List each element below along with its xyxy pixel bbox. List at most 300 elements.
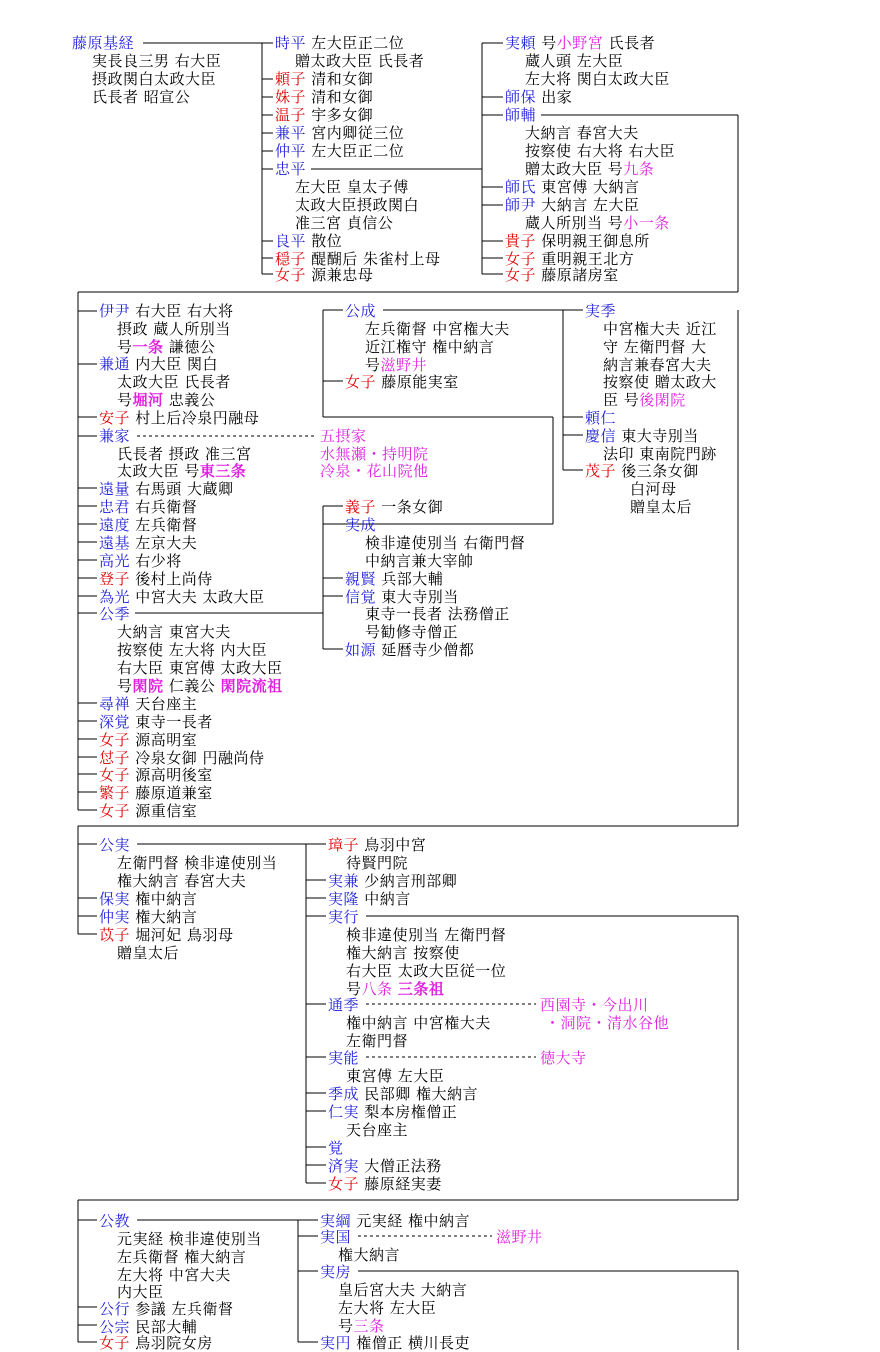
family-branch-label: 一条 (132, 338, 164, 356)
person-name: 仲実 (99, 908, 131, 926)
entry-line (320, 427, 367, 445)
entry-line (99, 498, 197, 516)
entry-text: 東寺一長者 法務僧正 (365, 605, 510, 623)
entry-line (275, 88, 373, 106)
entry-line (99, 480, 234, 498)
entry-line (117, 462, 246, 480)
entry-text: 白河母 (630, 480, 677, 498)
person-name: 如源 (345, 641, 377, 659)
entry-line (117, 872, 246, 890)
entry-line (117, 659, 283, 677)
entry-line (346, 926, 506, 944)
entry-line (365, 320, 510, 338)
entry-text: 天台座主 (346, 1121, 409, 1139)
family-branch-label: 小一条 (623, 214, 670, 232)
entry-text: 兵部大輔 (376, 570, 444, 588)
entry-line (525, 214, 670, 232)
entry-text: 左大将 左大臣 (338, 1299, 437, 1317)
entry-line (99, 926, 234, 944)
entry-text: 権中納言 中宮権大夫 (346, 1014, 491, 1032)
person-name: 師尹 (505, 196, 537, 214)
entry-line (92, 88, 190, 106)
person-name: 高光 (99, 552, 131, 570)
entry-text: 号 (365, 356, 381, 374)
person-name: 登子 (99, 570, 131, 588)
person-name: 済実 (328, 1157, 360, 1175)
entry-text: 按察使 左大将 内大臣 (117, 641, 268, 659)
entry-text: 太政大臣摂政関白 (295, 196, 420, 214)
entry-line (525, 52, 623, 70)
entry-line (585, 427, 699, 445)
entry-text: 藤原能実室 (376, 373, 459, 391)
entry-line (328, 1175, 442, 1193)
entry-line (92, 52, 221, 70)
entry-line (365, 338, 494, 356)
entry-line (99, 713, 213, 731)
entry-text: 保明親王御息所 (536, 232, 650, 250)
entry-text: 右大臣 東宮傅 太政大臣 (117, 659, 283, 677)
person-name: 頼仁 (585, 409, 617, 427)
family-branch-label: 九条 (623, 160, 655, 178)
entry-text: 守 左衛門督 大 (603, 338, 707, 356)
entry-text: 右大臣 太政大臣従一位 (346, 962, 507, 980)
entry-line (117, 854, 277, 872)
family-branch-label: 後閑院 (639, 391, 686, 409)
entry-line (117, 391, 215, 409)
entry-line (328, 1085, 478, 1103)
entry-text: 権大納言 春宮大夫 (117, 872, 247, 890)
entry-line (99, 302, 234, 320)
person-name: 遠度 (99, 516, 131, 534)
entry-text: 東寺一長者 (130, 713, 213, 731)
entry-line (117, 373, 231, 391)
entry-text: 蔵人所別当 号 (525, 214, 624, 232)
person-name: 忠君 (99, 498, 131, 516)
person-name: 良平 (275, 232, 307, 250)
entry-text: 東宮傅 左大臣 (346, 1067, 445, 1085)
entry-line (345, 516, 376, 534)
entry-text: 太政大臣 号 (117, 462, 200, 480)
entry-text: 堀河妃 鳥羽母 (130, 926, 234, 944)
entry-line (117, 641, 267, 659)
entry-line (295, 196, 419, 214)
entry-text: 藤原道兼室 (130, 784, 213, 802)
person-name: 公宗 (99, 1318, 131, 1336)
entry-line (603, 356, 712, 374)
person-name: 実頼 (505, 34, 537, 52)
person-name: 璋子 (328, 836, 360, 854)
entry-line (603, 373, 717, 391)
person-name: 穏子 (275, 250, 307, 268)
entry-text: 醍醐后 朱雀村上母 (306, 250, 441, 268)
entry-text: 冷泉女御 円融尚侍 (130, 749, 265, 767)
person-name: 公行 (99, 1300, 131, 1318)
person-name: 公教 (99, 1212, 131, 1230)
entry-line (328, 836, 426, 854)
entry-line (585, 462, 699, 480)
entry-line (540, 996, 649, 1014)
entry-text: 鳥羽中宮 (359, 836, 427, 854)
entry-line (630, 498, 692, 516)
entry-line (345, 302, 376, 320)
entry-line (346, 854, 408, 872)
person-name: 繁子 (99, 784, 131, 802)
person-name: 保実 (99, 890, 131, 908)
entry-line (346, 980, 444, 998)
entry-text: 左大臣正二位 (306, 34, 405, 52)
entry-line (525, 124, 639, 142)
person-name: 女子 (99, 766, 131, 784)
entry-line (328, 1157, 442, 1175)
entry-line (99, 731, 197, 749)
person-name: 信覚 (345, 588, 377, 606)
person-name: 公季 (99, 605, 131, 623)
entry-text: 左大臣正二位 (306, 142, 405, 160)
person-name: 実円 (320, 1334, 352, 1352)
person-name: 女子 (345, 373, 377, 391)
entry-line (99, 749, 265, 767)
entry-text: 准三宮 貞信公 (295, 214, 394, 232)
family-branch-label: 閑院流祖 (220, 677, 283, 695)
entry-line (295, 52, 424, 70)
entry-text: 源高明後室 (130, 766, 213, 784)
entry-text: 右兵衛督 (130, 498, 198, 516)
family-branch-label: 西園寺・今出川 (540, 996, 649, 1014)
entry-text: 右大臣 右大将 (130, 302, 234, 320)
entry-line (275, 232, 342, 250)
entry-line (275, 106, 373, 124)
entry-line (505, 232, 650, 250)
entry-line (99, 534, 197, 552)
entry-text: 待賢門院 (346, 854, 409, 872)
entry-line (328, 1103, 457, 1121)
entry-text: 左衛門督 (346, 1032, 409, 1050)
person-name: 藤原基経 (72, 34, 135, 52)
person-name: 女子 (99, 731, 131, 749)
entry-line (328, 872, 457, 890)
person-name: 怤子 (99, 749, 131, 767)
entry-line (525, 160, 654, 178)
person-name: 季成 (328, 1085, 360, 1103)
entry-line (525, 142, 675, 160)
person-name: 仲平 (275, 142, 307, 160)
entry-line (365, 534, 525, 552)
entry-text: 権大納言 按察使 (346, 944, 460, 962)
entry-line (505, 266, 619, 284)
person-name: 深覚 (99, 713, 131, 731)
entry-line (295, 214, 393, 232)
entry-text: 検非違使別当 右衛門督 (365, 534, 526, 552)
entry-line (525, 70, 670, 88)
entry-text: 源重信室 (130, 802, 198, 820)
entry-text: 仁義公 (163, 677, 221, 695)
person-name: 親賢 (345, 570, 377, 588)
entry-text: 宮内卿従三位 (306, 124, 405, 142)
person-name: 尋禅 (99, 695, 131, 713)
entry-text: 宇多女御 (306, 106, 374, 124)
entry-line (630, 480, 677, 498)
entry-line (99, 784, 213, 802)
entry-text: 摂政 蔵人所別当 (117, 320, 231, 338)
entry-line (345, 498, 443, 516)
person-name: 慶信 (585, 427, 617, 445)
person-name: 実国 (320, 1228, 352, 1246)
person-name: 女子 (99, 802, 131, 820)
entry-line (603, 320, 717, 338)
entry-line (320, 1228, 351, 1246)
entry-line (275, 124, 404, 142)
entry-text: 実長良三男 右大臣 (92, 52, 222, 70)
entry-line (99, 588, 265, 606)
family-branch-label: 小野宮 (556, 34, 604, 52)
entry-text: 元実経 検非違使別当 (117, 1230, 262, 1248)
entry-text: 梨本房権僧正 (359, 1103, 458, 1121)
person-name: 実隆 (328, 890, 360, 908)
entry-text: 贈皇太后 (117, 944, 180, 962)
entry-text: 権大納言 (338, 1246, 401, 1264)
entry-text: 蔵人頭 左大臣 (525, 52, 624, 70)
entry-line (72, 34, 134, 52)
person-name: 公実 (99, 836, 131, 854)
entry-text: 号 (117, 677, 133, 695)
entry-line (320, 1334, 470, 1352)
entry-line (99, 836, 130, 854)
person-name: 実行 (328, 908, 360, 926)
entry-text: 贈太政大臣 氏長者 (295, 52, 425, 70)
family-branch-label: 徳大寺 (540, 1049, 587, 1067)
entry-line (99, 1300, 234, 1318)
family-branch-label: 五摂家 (320, 427, 367, 445)
entry-text: 大納言 春宮大夫 (525, 124, 639, 142)
entry-line (540, 1049, 587, 1067)
entry-line (338, 1246, 400, 1264)
family-branch-label: 滋野井 (380, 356, 428, 374)
person-name: 女子 (505, 250, 537, 268)
entry-line (99, 570, 213, 588)
entry-line (346, 1032, 408, 1050)
entry-text: 左京大夫 (130, 534, 198, 552)
person-name: 女子 (505, 266, 537, 284)
entry-line (92, 70, 216, 88)
entry-text: 一条女御 (376, 498, 444, 516)
entry-line (496, 1228, 543, 1246)
entry-text: 左大臣 皇太子傅 (295, 178, 409, 196)
entry-text: 号勧修寺僧正 (365, 623, 459, 641)
entry-text: 法印 東南院門跡 (603, 445, 717, 463)
entry-text: 検非違使別当 左衛門督 (346, 926, 507, 944)
entry-text: 号 (117, 391, 133, 409)
entry-text: 号 (536, 34, 557, 52)
entry-text: 右馬頭 大蔵卿 (130, 480, 234, 498)
entry-line (345, 641, 474, 659)
entry-line (117, 677, 283, 695)
person-name: 師保 (505, 88, 537, 106)
entry-line (345, 588, 459, 606)
entry-text: 東宮傅 大納言 (536, 178, 640, 196)
entry-line (320, 1263, 351, 1281)
entry-text: 贈太政大臣 号 (525, 160, 624, 178)
entry-line (117, 623, 231, 641)
person-name: 実房 (320, 1263, 352, 1281)
entry-text: 民部卿 権大納言 (359, 1085, 479, 1103)
entry-line (328, 996, 359, 1014)
entry-text: 東大寺別当 (616, 427, 699, 445)
entry-text: 藤原諸房室 (536, 266, 619, 284)
entry-line (117, 1283, 164, 1301)
person-name: 師氏 (505, 178, 537, 196)
entry-line (99, 766, 213, 784)
person-name: 仁実 (328, 1103, 360, 1121)
entry-text: 中宮権大夫 近江 (603, 320, 717, 338)
entry-text: 近江権守 権中納言 (365, 338, 495, 356)
family-branch-label: 三条 (353, 1317, 385, 1335)
entry-text: 藤原経実妻 (359, 1175, 442, 1193)
person-name: 遠基 (99, 534, 131, 552)
person-name: 遠量 (99, 480, 131, 498)
entry-line (99, 427, 130, 445)
person-name: 義子 (345, 498, 377, 516)
entry-line (505, 34, 655, 52)
person-name: 師輔 (505, 106, 537, 124)
entry-line (365, 552, 474, 570)
entry-line (117, 1266, 231, 1284)
entry-line (505, 178, 640, 196)
entry-line (346, 944, 460, 962)
entry-text: 大僧正法務 (359, 1157, 442, 1175)
entry-text: 権中納言 (130, 890, 198, 908)
entry-text: 太政大臣 氏長者 (117, 373, 231, 391)
entry-line (99, 355, 218, 373)
entry-text: 左大将 関白太政大臣 (525, 70, 670, 88)
entry-line (345, 570, 443, 588)
entry-text: 後村上尚侍 (130, 570, 213, 588)
person-name: 女子 (275, 266, 307, 284)
entry-text: 中納言兼大宰帥 (365, 552, 474, 570)
entry-line (505, 106, 536, 124)
person-name: 公成 (345, 302, 377, 320)
person-name: 安子 (99, 409, 131, 427)
entry-line (99, 695, 197, 713)
entry-line (346, 962, 506, 980)
entry-line (99, 890, 197, 908)
entry-text: 重明親王北方 (536, 250, 635, 268)
entry-line (117, 1248, 246, 1266)
entry-line (99, 802, 197, 820)
person-name: 兼家 (99, 427, 131, 445)
entry-text: 天台座主 (130, 695, 198, 713)
entry-text: 源兼忠母 (306, 266, 374, 284)
entry-line (365, 605, 510, 623)
person-name: 実季 (585, 302, 617, 320)
entry-text: 左大将 中宮大夫 (117, 1266, 231, 1284)
person-name: 女子 (99, 1334, 131, 1352)
family-branch-label: 堀河 (132, 391, 164, 409)
entry-text: 氏長者 (603, 34, 656, 52)
person-name: 茂子 (585, 462, 617, 480)
family-branch-label: 閑院 (132, 677, 164, 695)
entry-line (117, 338, 215, 356)
entry-line (117, 944, 179, 962)
entry-line (320, 445, 429, 463)
entry-line (603, 445, 717, 463)
person-name: 覚 (328, 1139, 344, 1157)
entry-line (328, 1139, 344, 1157)
entry-text: 号 (117, 338, 133, 356)
entry-text: 氏長者 昭宣公 (92, 88, 191, 106)
entry-text: 按察使 贈太政大 (603, 373, 717, 391)
entry-text: 鳥羽院女房 (130, 1334, 213, 1352)
entry-text: 大納言 左大臣 (536, 196, 640, 214)
entry-line (505, 196, 640, 214)
entry-line (346, 1067, 444, 1085)
entry-line (99, 1334, 213, 1352)
entry-text: 中納言 (359, 890, 411, 908)
entry-text: 中宮大夫 太政大臣 (130, 588, 265, 606)
family-branch-label: ・洞院・清水谷他 (545, 1014, 670, 1032)
entry-line (99, 552, 182, 570)
person-name: 実能 (328, 1049, 360, 1067)
entry-text: 権僧正 横川長吏 (351, 1334, 471, 1352)
entry-text: 権大納言 (130, 908, 198, 926)
entry-text: 臣 号 (603, 391, 640, 409)
entry-line (365, 623, 458, 641)
entry-line (275, 160, 306, 178)
entry-line (117, 1230, 262, 1248)
person-name: 女子 (328, 1175, 360, 1193)
entry-line (338, 1281, 467, 1299)
entry-line (99, 1212, 130, 1230)
family-branch-label: 八条 (361, 980, 393, 998)
entry-text: 謙徳公 (163, 338, 216, 356)
person-name: 頼子 (275, 70, 307, 88)
family-branch-label: 水無瀬・持明院 (320, 445, 429, 463)
entry-text: 延暦寺少僧都 (376, 641, 475, 659)
entry-text: 清和女御 (306, 70, 374, 88)
entry-line (275, 266, 373, 284)
entry-text: 民部大輔 (130, 1318, 198, 1336)
person-name: 苡子 (99, 926, 131, 944)
entry-text: 号 (338, 1317, 354, 1335)
entry-text: 参議 左兵衛督 (130, 1300, 234, 1318)
person-name: 為光 (99, 588, 131, 606)
entry-text: 皇后宮大夫 大納言 (338, 1281, 468, 1299)
entry-line (328, 1049, 359, 1067)
entry-text: 左兵衛督 (130, 516, 198, 534)
entry-text: 出家 (536, 88, 573, 106)
entry-text: 按察使 右大将 右大臣 (525, 142, 676, 160)
entry-line (505, 88, 572, 106)
entry-line (320, 462, 429, 480)
entry-text: 東大寺別当 (376, 588, 459, 606)
entry-line (346, 1121, 408, 1139)
entry-line (99, 908, 197, 926)
entry-text: 忠義公 (163, 391, 216, 409)
entry-text: 内大臣 (117, 1283, 164, 1301)
entry-line (338, 1317, 385, 1335)
entry-line (345, 373, 459, 391)
entry-text: 左兵衛督 権大納言 (117, 1248, 247, 1266)
entry-text: 納言兼春宮大夫 (603, 356, 712, 374)
person-name: 時平 (275, 34, 307, 52)
entry-line (365, 356, 427, 374)
family-branch-label: 滋野井 (496, 1228, 543, 1246)
person-name: 実綱 (320, 1212, 352, 1230)
entry-text: 散位 (306, 232, 343, 250)
entry-line (99, 409, 259, 427)
entry-text: 左兵衛督 中宮権大夫 (365, 320, 510, 338)
person-name: 実兼 (328, 872, 360, 890)
entry-text: 大納言 東宮大夫 (117, 623, 231, 641)
